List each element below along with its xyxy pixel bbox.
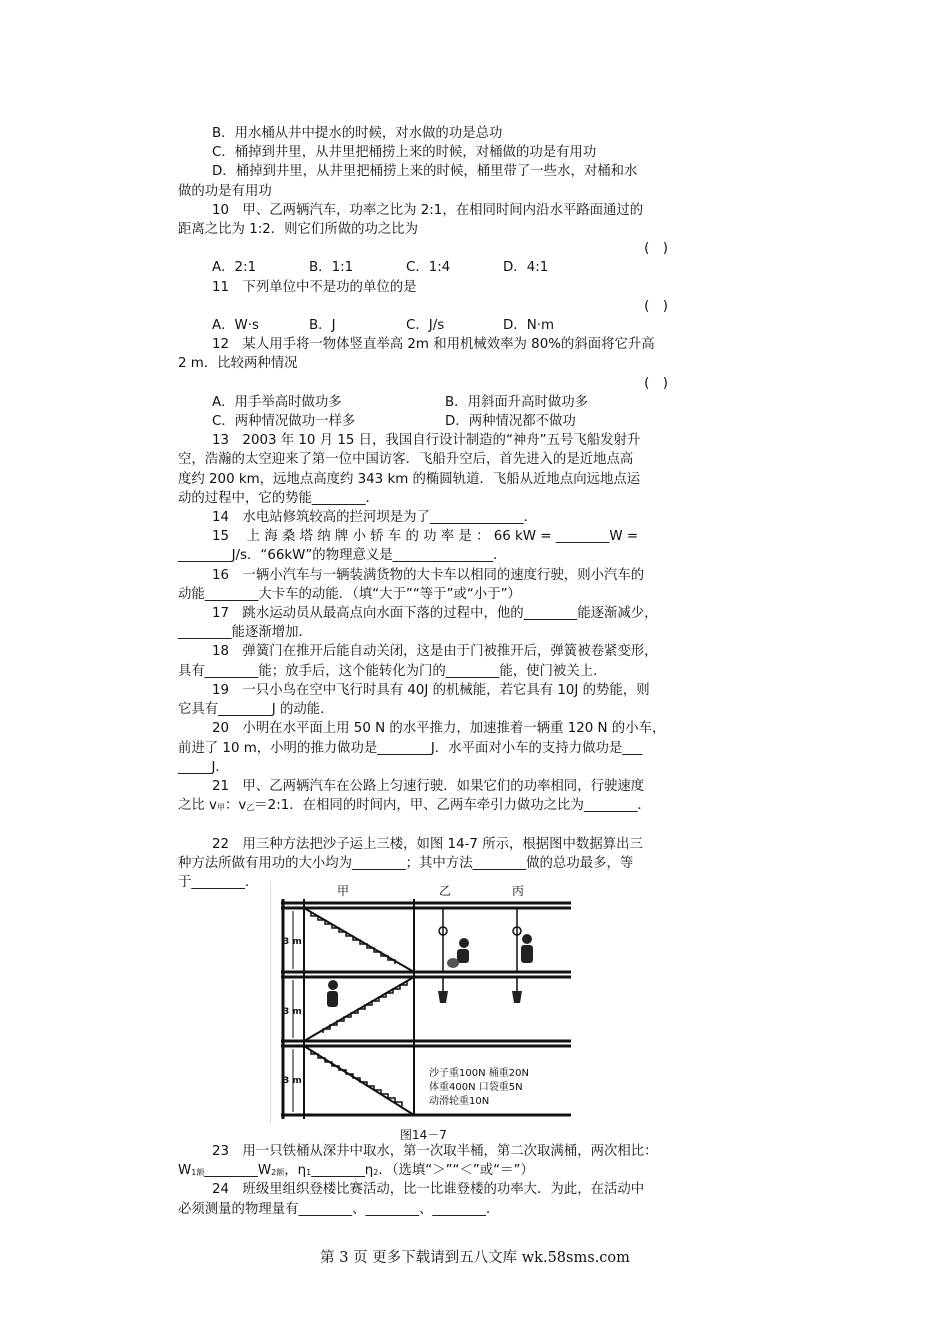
q21-text-pre: 之比 v — [178, 798, 217, 814]
q22-line: 22 用三种方法把沙子运上三楼，如图 14-7 所示，根据图中数据算出三 — [212, 836, 643, 852]
figure-14-7 — [270, 881, 576, 1123]
q22-line: 种方法所做有用功的大小均为________；其中方法________做的总功最多，等 — [178, 855, 634, 871]
q11-options — [178, 316, 678, 335]
mid-line: 动能________大卡车的动能．（填“大于”“等于”或“小于”） — [178, 586, 521, 602]
mid-line: 13 2003 年 10 月 15 日，我国自行设计制造的“神舟”五号飞船发射升 — [212, 433, 641, 449]
question-body — [178, 124, 678, 892]
mid-line: 15 上 海 桑 塔 纳 牌 小 轿 车 的 功 率 是 ： 66 kW = ________W = — [212, 529, 639, 545]
q12-option-a: A．用手举高时做功多 — [212, 394, 342, 410]
figure-note-2: 体重400N 口袋重5N — [429, 1082, 523, 1093]
q11-option-a: A．W·s — [212, 318, 260, 334]
mid-line: 19 一只小鸟在空中飞行时具有 40J 的机械能，若它具有 10J 的势能，则 — [212, 682, 650, 698]
top-line: D．桶掉到井里，从井里把桶捞上来的时候，桶里带了一些水，对桶和水 — [212, 164, 638, 180]
q12-option-b: B．用斜面升高时做功多 — [445, 394, 589, 410]
stair-lower — [304, 1046, 414, 1115]
q10-option-a: A．2:1 — [212, 260, 257, 276]
worker-yi-head — [459, 938, 469, 948]
figure-note-1: 沙子重100N 桶重20N — [429, 1068, 529, 1079]
bucket-yi — [438, 991, 448, 1003]
q22-line: 于________． — [178, 874, 259, 890]
mid-line: 具有________能；放手后，这个能转化为门的________能，使门被关上． — [178, 663, 607, 679]
label-bing: 丙 — [512, 884, 525, 898]
spacer — [178, 815, 678, 834]
question-body-lower — [178, 1142, 678, 1219]
q23-w1-sub: 1额 — [191, 1168, 205, 1178]
mid-line: 21 甲、乙两辆汽车在公路上匀速行驶．如果它们的功率相同，行驶速度 — [212, 778, 645, 794]
mid-line: 动的过程中，它的势能________． — [178, 490, 379, 506]
mid-line: 前进了 10 m，小明的推力做功是________J．水平面对小车的支持力做功是___ — [178, 740, 643, 756]
worker-bing-head — [522, 934, 532, 944]
q10-options — [178, 258, 678, 277]
steps-lower — [311, 1050, 402, 1106]
top-line: C．桶掉到井里，从井里把桶捞上来的时候，对桶做的功是有用功 — [212, 145, 597, 161]
mid-line: ________J/s．“66kW”的物理意义是_______________． — [178, 548, 507, 564]
q11-option-d: D．N·m — [503, 318, 555, 334]
q23-w2: W — [257, 1163, 272, 1179]
q23-eta2-sub: 2 — [373, 1168, 379, 1178]
q21-sub-jia: 甲 — [216, 803, 225, 813]
climber-body — [327, 991, 338, 1007]
steps-upper — [311, 912, 395, 964]
q12-option-d: D．两种情况都不做功 — [445, 414, 576, 430]
label-yi: 乙 — [439, 884, 452, 898]
mid-line: ________能逐渐增加． — [178, 625, 312, 641]
figure-caption: 图14－7 — [400, 1128, 447, 1142]
top-line: 距离之比为 1:2．则它们所做的功之比为 — [178, 222, 419, 238]
q21-sub-yi: 乙 — [246, 803, 255, 813]
q23-eta2: η — [364, 1163, 374, 1179]
q11-stem: 11 下列单位中不是功的单位的是 — [212, 279, 417, 295]
q23-w1: W — [178, 1163, 192, 1179]
mid-line: 空，浩瀚的太空迎来了第一位中国访客．飞船升空后，首先进入的是近地点高 — [178, 452, 634, 468]
mid-line: 18 弹簧门在推开后能自动关闭，这是由于门被推开后，弹簧被卷紧变形， — [212, 644, 658, 660]
q21-tail — [178, 796, 678, 815]
mid-line: 17 跳水运动员从最高点向水面下落的过程中，他的________能逐渐减少， — [212, 606, 658, 622]
q23-eta1: ，η — [284, 1163, 307, 1179]
q12-stem-1: 12 某人用手将一物体竖直举高 2m 和用机械效率为 80%的斜面将它升高 — [212, 337, 655, 353]
mid-line: 它具有________J 的动能． — [178, 702, 334, 718]
q23-eta1-sub: 1 — [306, 1168, 312, 1178]
mid-line: _____J． — [178, 759, 229, 775]
q11-paren: ( ) — [644, 298, 668, 314]
mid-line: 14 水电站修筑较高的拦河坝是为了______________． — [212, 510, 538, 526]
q23-stem: 23 用一只铁桶从深井中取水，第一次取半桶，第二次取满桶，两次相比： — [212, 1144, 658, 1159]
page-footer: 第 3 页 更多下载请到五八文库 wk.58sms.com — [320, 1250, 630, 1266]
sand-yi — [447, 958, 459, 968]
q12-options-row-2 — [178, 412, 678, 431]
mid-line: 16 一辆小汽车与一辆装满货物的大卡车以相同的速度行驶，则小汽车的 — [212, 567, 645, 583]
q10-option-b: B．1:1 — [309, 260, 354, 276]
q12-stem-2: 2 m．比较两种情况 — [178, 356, 298, 372]
q23-blank-2: ________ — [311, 1163, 365, 1179]
top-line: ( ) — [644, 241, 668, 257]
height-label-3: 3 m — [283, 1076, 302, 1086]
q24-blanks: 必须测量的物理量有________、________、________． — [178, 1201, 500, 1217]
q23-blank-1: ________ — [204, 1163, 258, 1179]
q10-option-c: C．1:4 — [406, 260, 451, 276]
q12-paren: ( ) — [644, 375, 668, 391]
label-jia: 甲 — [337, 884, 350, 898]
bag-bing — [512, 991, 522, 1003]
q10-option-d: D．4:1 — [503, 260, 549, 276]
climber-head — [328, 980, 338, 990]
q12-option-c: C．两种情况做功一样多 — [212, 414, 356, 430]
q21-text-post: ＝2:1．在相同的时间内，甲、乙两车牵引力做功之比为________． — [254, 798, 651, 814]
q12-options-row-1 — [178, 393, 678, 412]
figure-note-3: 动滑轮重10N — [429, 1096, 490, 1107]
q23-tail: ．（选填“＞”“＜”或“＝”） — [378, 1163, 534, 1179]
q11-option-b: B．J — [309, 318, 336, 334]
top-line: B．用水桶从井中提水的时候，对水做的功是总功 — [212, 126, 503, 141]
top-line: 10 甲、乙两辆汽车，功率之比为 2:1，在相同时间内沿水平路面通过的 — [212, 202, 644, 218]
mid-line: 20 小明在水平面上用 50 N 的水平推力，加速推着一辆重 120 N 的小车， — [212, 721, 666, 737]
q23-w2-sub: 2额 — [271, 1168, 285, 1178]
q11-option-c: C．J/s — [406, 318, 445, 334]
height-label-2: 3 m — [283, 1007, 302, 1017]
q23-blanks — [178, 1161, 678, 1180]
worker-yi-body — [457, 949, 469, 963]
height-label-1: 3 m — [283, 937, 302, 947]
q24-stem: 24 班级里组织登楼比赛活动，比一比谁登楼的功率大．为此，在活动中 — [212, 1182, 645, 1198]
mid-line: 度约 200 km，远地点高度约 343 km 的椭圆轨道．飞船从近地点向远地点运 — [178, 471, 641, 487]
top-line: 做的功是有用功 — [178, 183, 272, 199]
q21-text-mid: ：v — [224, 798, 247, 814]
worker-bing-body — [521, 945, 533, 963]
